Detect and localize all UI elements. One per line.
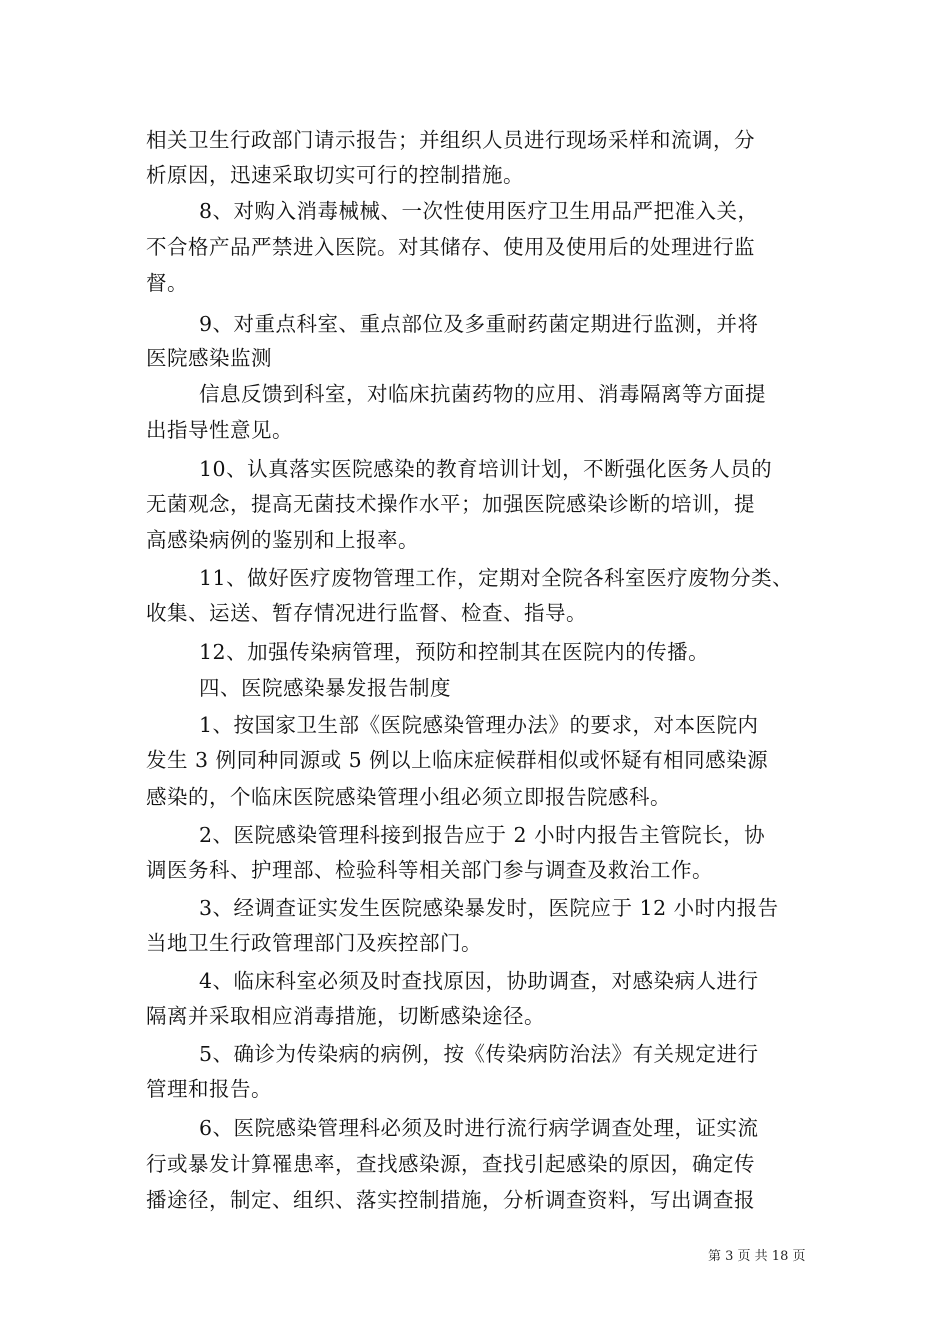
text-line: 当地卫生行政管理部门及疾控部门。 bbox=[146, 931, 482, 955]
text-line: 2、医院感染管理科接到报告应于 2 小时内报告主管院长，协 bbox=[199, 823, 766, 847]
text-line: 隔离并采取相应消毒措施，切断感染途径。 bbox=[146, 1004, 545, 1028]
text-line: 8、对购入消毒械械、一次性使用医疗卫生用品严把准入关， bbox=[199, 199, 759, 223]
text-line: 播途径，制定、组织、落实控制措施，分析调查资料，写出调查报 bbox=[146, 1188, 755, 1212]
text-line: 12、加强传染病管理，预防和控制其在医院内的传播。 bbox=[199, 640, 710, 664]
text-line: 收集、运送、暂存情况进行监督、检查、指导。 bbox=[146, 601, 587, 625]
page-number: 第 3 页 共 18 页 bbox=[708, 1249, 806, 1264]
text-line: 管理和报告。 bbox=[146, 1077, 272, 1101]
text-line: 无菌观念，提高无菌技术操作水平；加强医院感染诊断的培训，提 bbox=[146, 492, 755, 516]
text-line: 感染的，个临床医院感染管理小组必须立即报告院感科。 bbox=[146, 785, 671, 809]
text-line: 行或暴发计算罹患率，查找感染源，查找引起感染的原因，确定传 bbox=[146, 1152, 755, 1176]
text-line: 信息反馈到科室，对临床抗菌药物的应用、消毒隔离等方面提 bbox=[199, 382, 766, 406]
text-line: 9、对重点科室、重点部位及多重耐药菌定期进行监测，并将 bbox=[199, 312, 759, 336]
text-line: 调医务科、护理部、检验科等相关部门参与调查及救治工作。 bbox=[146, 858, 713, 882]
text-line: 高感染病例的鉴别和上报率。 bbox=[146, 528, 419, 552]
text-line: 11、做好医疗废物管理工作，定期对全院各科室医疗废物分类、 bbox=[199, 566, 794, 590]
text-line: 10、认真落实医院感染的教育培训计划，不断强化医务人员的 bbox=[199, 457, 773, 481]
text-line: 督。 bbox=[146, 271, 188, 295]
text-line: 出指导性意见。 bbox=[146, 418, 293, 442]
text-line: 3、经调查证实发生医院感染暴发时，医院应于 12 小时内报告 bbox=[199, 896, 779, 920]
text-line: 5、确诊为传染病的病例，按《传染病防治法》有关规定进行 bbox=[199, 1042, 759, 1066]
text-line: 相关卫生行政部门请示报告；并组织人员进行现场采样和流调，分 bbox=[146, 128, 755, 152]
text-line: 析原因，迅速采取切实可行的控制措施。 bbox=[146, 163, 524, 187]
text-line: 医院感染监测 bbox=[146, 346, 272, 370]
text-line: 1、按国家卫生部《医院感染管理办法》的要求，对本医院内 bbox=[199, 713, 759, 737]
text-line: 4、临床科室必须及时查找原因，协助调查，对感染病人进行 bbox=[199, 969, 759, 993]
section-heading: 四、医院感染暴发报告制度 bbox=[199, 676, 451, 700]
text-line: 发生 3 例同种同源或 5 例以上临床症候群相似或怀疑有相同感染源 bbox=[146, 748, 769, 772]
text-line: 不合格产品严禁进入医院。对其储存、使用及使用后的处理进行监 bbox=[146, 235, 755, 259]
text-line: 6、医院感染管理科必须及时进行流行病学调查处理，证实流 bbox=[199, 1116, 759, 1140]
